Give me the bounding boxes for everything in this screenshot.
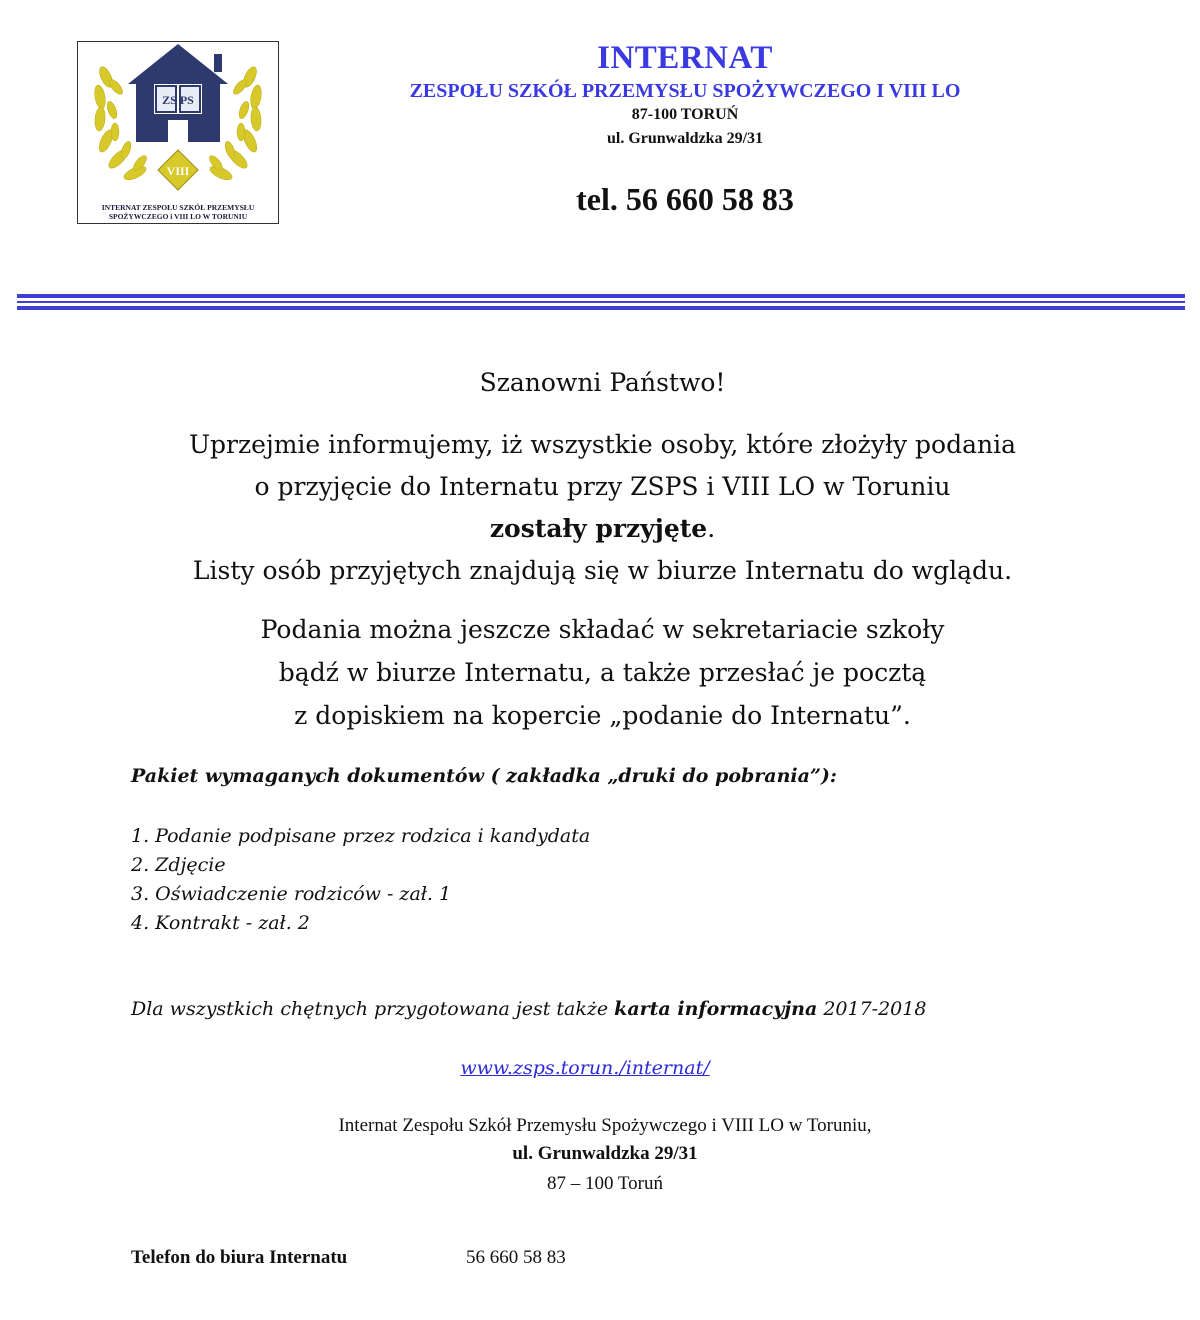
logo-roman: VIII xyxy=(166,164,190,178)
footer-street: ul. Grunwaldzka 29/31 xyxy=(512,1143,698,1164)
list-item: 3. Oświadczenie rodziców - zał. 1 xyxy=(131,883,452,905)
header-street: ul. Grunwaldzka 29/31 xyxy=(606,130,764,147)
header-title: INTERNAT xyxy=(597,40,773,76)
header-zip-city: 87-100 TORUŃ xyxy=(631,106,739,123)
info-text-after: 2017-2018 xyxy=(817,998,927,1020)
logo-emblem xyxy=(78,42,278,202)
logo-caption-line2: SPOŻYWCZEGO i VIII LO W TORUNIU xyxy=(108,212,248,221)
paragraph-accepted xyxy=(80,424,1125,592)
paragraph-line: Listy osób przyjętych znajdują się w biurze Internatu do wglądu. xyxy=(192,556,1013,585)
footer-phone-value: 56 660 58 83 xyxy=(466,1247,566,1268)
footer-city: 87 – 100 Toruń xyxy=(546,1173,663,1194)
paragraph-line xyxy=(80,508,1125,550)
paragraph-line: Podania można jeszcze składać w sekretariacie szkoły xyxy=(260,615,945,644)
website-link[interactable]: www.zsps.torun./internat/ xyxy=(460,1057,710,1079)
accepted-bold: zostały przyjęte xyxy=(489,514,708,543)
header-school-name: ZESPOŁU SZKÓŁ PRZEMYSŁU SPOŻYWCZEGO I VIII LO xyxy=(409,80,961,102)
greeting: Szanowni Państwo! xyxy=(479,368,726,397)
paragraph-applications xyxy=(80,608,1125,737)
paragraph-line: Uprzejmie informujemy, iż wszystkie osoby, które złożyły podania xyxy=(188,430,1017,459)
list-item: 1. Podanie podpisane przez rodzica i kandydata xyxy=(131,825,591,847)
list-item: 4. Kontrakt - zał. 2 xyxy=(131,912,310,934)
logo-badge: ZS PS xyxy=(162,93,194,107)
paragraph-line: z dopiskiem na kopercie „podanie do Internatu”. xyxy=(294,701,911,730)
logo-caption-line1: INTERNAT ZESPOŁU SZKÓŁ PRZEMYSŁU xyxy=(101,203,255,212)
header-phone: tel. 56 660 58 83 xyxy=(576,181,794,217)
documents-list xyxy=(131,822,590,938)
accepted-period: . xyxy=(707,514,716,543)
paragraph-line: bądź w biurze Internatu, a także przesłać je pocztą xyxy=(278,658,927,687)
info-card-note xyxy=(131,998,926,1020)
logo-caption xyxy=(78,203,278,221)
info-text-before: Dla wszystkich chętnych przygotowana jest także xyxy=(131,998,615,1020)
footer-phone-label: Telefon do biura Internatu xyxy=(131,1247,348,1268)
school-logo xyxy=(77,41,279,224)
list-item: 2. Zdjęcie xyxy=(131,854,226,876)
documents-heading: Pakiet wymaganych dokumentów ( zakładka „druki do pobrania”): xyxy=(131,765,837,787)
footer-institution: Internat Zespołu Szkół Przemysłu Spożywczego i VIII LO w Toruniu, xyxy=(338,1115,872,1136)
info-card-bold: karta informacyjna xyxy=(614,998,818,1020)
paragraph-line: o przyjęcie do Internatu przy ZSPS i VIII LO w Toruniu xyxy=(254,472,951,501)
header-separator xyxy=(17,294,1185,313)
